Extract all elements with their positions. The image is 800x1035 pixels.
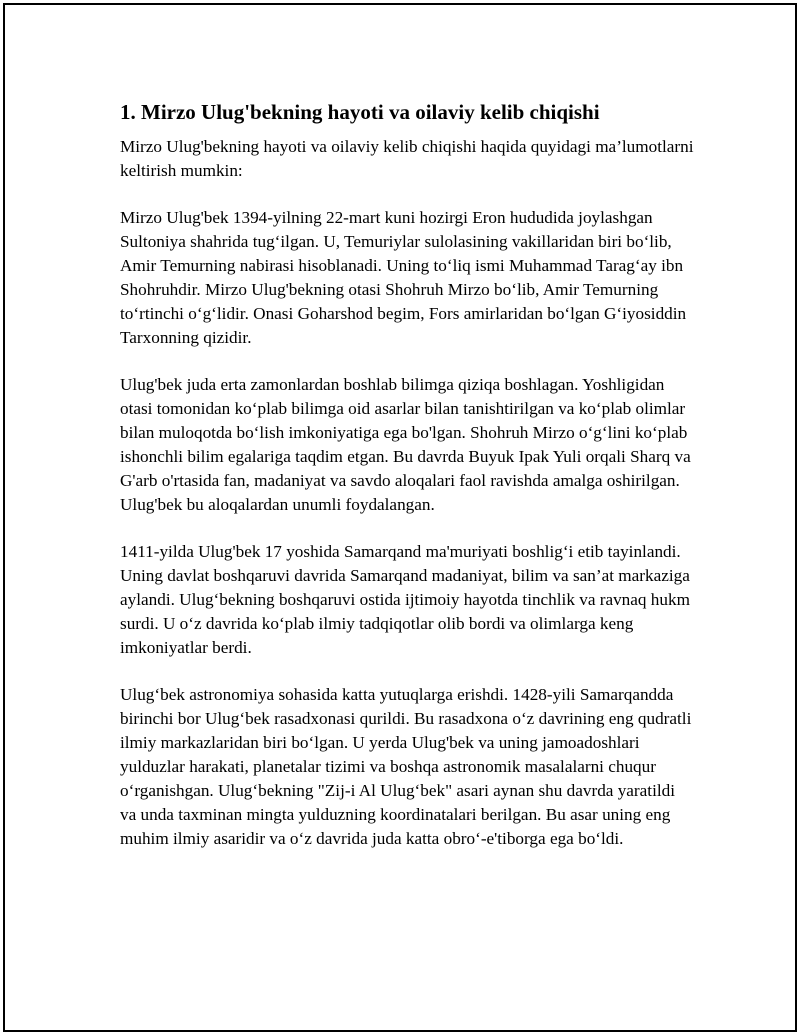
- document-page: [3, 3, 797, 1032]
- section-heading: 1. Mirzo Ulug'bekning hayoti va oilaviy kelib chiqishi: [120, 100, 600, 124]
- document-body: [120, 99, 695, 874]
- paragraph-education: Ulug'bek juda erta zamonlardan boshlab bilimga qiziqa boshlagan. Yoshligidan otasi tomonidan ko‘plab bilimga oid asarlar bilan tanishtirilgan va ko‘plab olimlar bilan muloqotda bo‘lish imkoniyatiga ega bo'lgan. Shohruh Mirzo o‘g‘lini ko‘plab ishonchli bilim egalariga taqdim etgan. Bu davrda Buyuk Ipak Yuli orqali Sharq va G'arb o'rtasida fan, madaniyat va savdo aloqalari faol ravishda amalga oshirilgan. Ulug'bek bu aloqalardan unumli foydalangan.: [120, 375, 691, 514]
- paragraph-intro: Mirzo Ulug'bekning hayoti va oilaviy kelib chiqishi haqida quyidagi ma’lumotlarni keltirish mumkin:: [120, 137, 694, 180]
- paragraph-governance: 1411-yilda Ulug'bek 17 yoshida Samarqand ma'muriyati boshlig‘i etib tayinlandi. Uning davlat boshqaruvi davrida Samarqand madaniyat, bilim va san’at markaziga aylandi. Ulug‘bekning boshqaruvi ostida ijtimoiy hayotda tinchlik va ravnaq hukm surdi. U o‘z davrida ko‘plab ilmiy tadqiqotlar olib bordi va olimlarga keng imkoniyatlar berdi.: [120, 542, 690, 657]
- paragraph-birth-family: Mirzo Ulug'bek 1394-yilning 22-mart kuni hozirgi Eron hududida joylashgan Sultoniya shahrida tug‘ilgan. U, Temuriylar sulolasining vakillaridan biri bo‘lib, Amir Temurning nabirasi hisoblanadi. Uning to‘liq ismi Muhammad Tarag‘ay ibn Shohruhdir. Mirzo Ulug'bekning otasi Shohruh Mirzo bo‘lib, Amir Temurning to‘rtinchi o‘g‘lidir. Onasi Goharshod begim, Fors amirlaridan bo‘lgan G‘iyosiddin Tarxonning qizidir.: [120, 208, 687, 347]
- paragraph-astronomy: Ulug‘bek astronomiya sohasida katta yutuqlarga erishdi. 1428-yili Samarqandda birinchi bor Ulug‘bek rasadxonasi qurildi. Bu rasadxona o‘z davrining eng qudratli ilmiy markazlaridan biri bo‘lgan. U yerda Ulug'bek va uning jamoadoshlari yulduzlar harakati, planetalar tizimi va boshqa astronomik masalalarni chuqur o‘rganishgan. Ulug‘bekning "Zij-i Al Ulug‘bek" asari aynan shu davrda yaratildi va unda taxminan mingta yulduzning koordinatalari berilgan. Bu asar uning eng muhim ilmiy asaridir va o‘z davrida juda katta obro‘-e'tiborga ega bo‘ldi.: [120, 685, 692, 848]
